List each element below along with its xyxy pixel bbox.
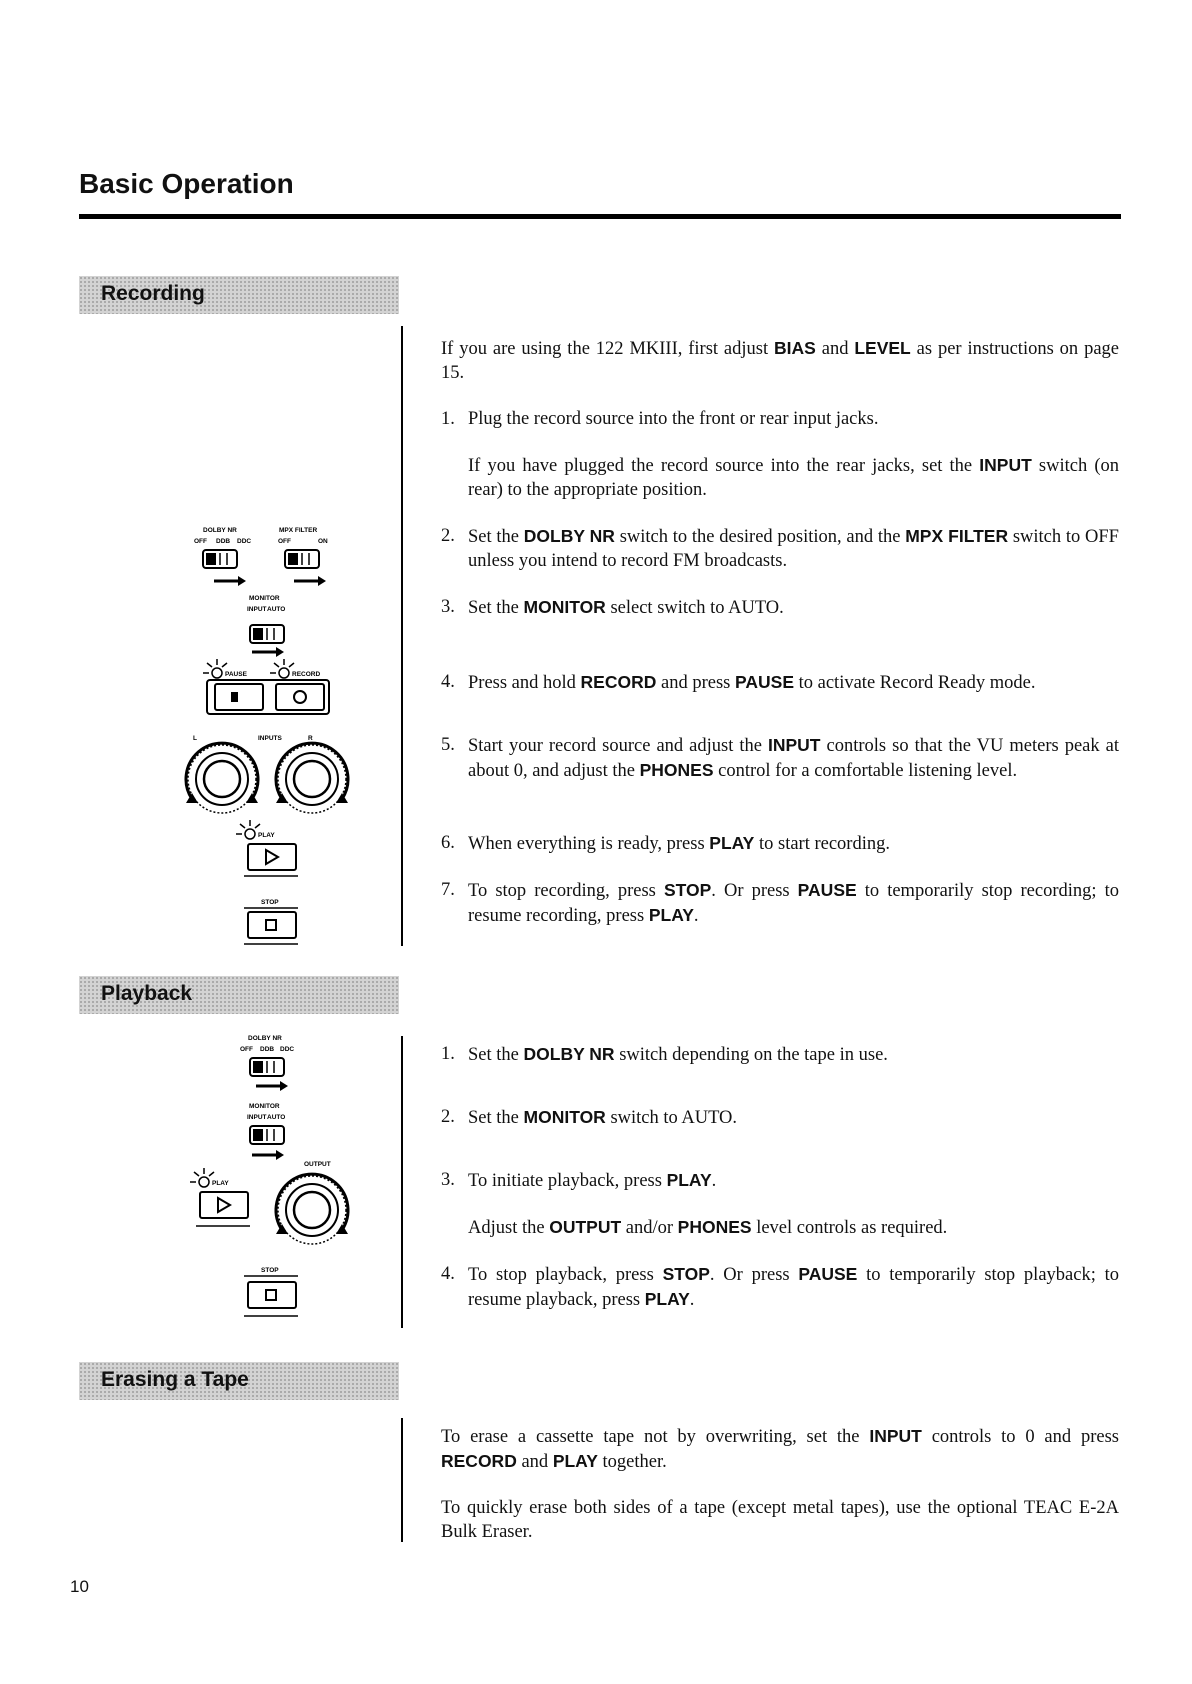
play-label: PLAY (258, 832, 275, 839)
playback-heading: Playback (79, 976, 399, 1014)
step-number: 3. (441, 597, 455, 617)
step-text: Set the DOLBY NR switch depending on the tape in use. (468, 1044, 888, 1065)
inputs-label: INPUTS (258, 735, 282, 742)
record-led-icon (270, 659, 294, 678)
page-title: Basic Operation (79, 168, 294, 199)
pb-stop-button-icon (248, 1282, 296, 1308)
pb-dolby-switch-icon (250, 1058, 284, 1076)
stop-button-icon (248, 912, 296, 938)
step-number: 3. (441, 1170, 455, 1190)
step-text: Set the MONITOR switch to AUTO. (468, 1107, 738, 1128)
mpx-on-label: ON (318, 538, 328, 545)
step-text: If you have plugged the record source into the rear jacks, set the INPUT switch (on rear) to the appropriate position. (468, 455, 1119, 500)
step-number: 6. (441, 833, 455, 853)
pb-play-led-icon (190, 1168, 214, 1187)
step-text: To initiate playback, press PLAY. (468, 1170, 717, 1191)
input-l-knob-icon (186, 743, 258, 813)
mpx-off-label: OFF (278, 538, 291, 545)
pause-led-icon (203, 659, 227, 678)
pb-monitor-switch-icon (250, 1126, 284, 1144)
pb-play-label: PLAY (212, 1180, 229, 1187)
step-text: Adjust the OUTPUT and/or PHONES level controls as required. (468, 1217, 948, 1238)
stop-label: STOP (261, 899, 279, 906)
output-knob-icon (276, 1174, 348, 1244)
monitor-auto-label: AUTO (267, 606, 286, 613)
pb-dolby-arrow-icon (256, 1081, 288, 1091)
dolby-off-label: OFF (194, 538, 207, 545)
record-button-icon (276, 684, 324, 710)
step-number: 4. (441, 672, 455, 692)
step-text: To stop playback, press STOP. Or press PAUSE to temporarily stop playback; to resume playback, press PLAY. (468, 1264, 1119, 1310)
pb-monitor-input-label: INPUT (247, 1114, 267, 1121)
pause-button-icon (215, 684, 263, 710)
erasing-heading: Erasing a Tape (79, 1362, 399, 1400)
input-l-label: L (193, 735, 197, 742)
step-text: Press and hold RECORD and press PAUSE to activate Record Ready mode. (468, 672, 1036, 693)
step-number: 1. (441, 1044, 455, 1064)
monitor-arrow-icon (252, 647, 284, 657)
dolby-nr-switch-icon (203, 550, 237, 568)
input-r-label: R (308, 735, 313, 742)
page-number: 10 (70, 1577, 89, 1596)
pb-dolby-ddb-label: DDB (260, 1046, 275, 1053)
step-text: Start your record source and adjust the INPUT controls so that the VU meters peak at about 0, and adjust the PHONES control for a comfortable listening level. (468, 735, 1119, 781)
step-number: 2. (441, 1107, 455, 1127)
mpx-arrow-icon (294, 576, 326, 586)
step-number: 2. (441, 526, 455, 546)
pb-monitor-arrow-icon (252, 1150, 284, 1160)
pb-dolby-nr-label: DOLBY NR (248, 1035, 282, 1042)
step-number: 1. (441, 409, 455, 429)
step-number: 5. (441, 735, 455, 755)
step-number: 4. (441, 1264, 455, 1284)
dolby-arrow-icon (214, 576, 246, 586)
dolby-ddc-label: DDC (237, 538, 252, 545)
pb-play-button-icon (200, 1192, 248, 1218)
play-led-icon (236, 820, 260, 839)
record-label: RECORD (292, 671, 321, 678)
mpx-filter-switch-icon (285, 550, 319, 568)
recording-intro: If you are using the 122 MKIII, first adjust BIAS and LEVEL as per instructions on page 15. (441, 338, 1119, 383)
pb-stop-label: STOP (261, 1267, 279, 1274)
recording-heading: Recording (79, 276, 399, 314)
erasing-para-1: To erase a cassette tape not by overwriting, set the INPUT controls to 0 and press RECORD and PLAY together. (441, 1426, 1119, 1472)
monitor-label: MONITOR (249, 595, 280, 602)
step-text: Set the DOLBY NR switch to the desired position, and the MPX FILTER switch to OFF unless you intend to record FM broadcasts. (468, 526, 1119, 571)
mpx-filter-label: MPX FILTER (279, 527, 318, 534)
step-text: Plug the record source into the front or rear input jacks. (468, 409, 879, 429)
step-number: 7. (441, 880, 455, 900)
dolby-ddb-label: DDB (216, 538, 231, 545)
pb-monitor-auto-label: AUTO (267, 1114, 286, 1121)
step-text: When everything is ready, press PLAY to start recording. (468, 833, 890, 854)
output-label: OUTPUT (304, 1161, 331, 1168)
pb-monitor-label: MONITOR (249, 1103, 280, 1110)
pause-label: PAUSE (225, 671, 247, 678)
play-button-icon (248, 844, 296, 870)
step-text: To stop recording, press STOP. Or press PAUSE to temporarily stop recording; to resume recording, press PLAY. (468, 880, 1119, 926)
pb-dolby-ddc-label: DDC (280, 1046, 295, 1053)
input-r-knob-icon (276, 743, 348, 813)
dolby-nr-label: DOLBY NR (203, 527, 237, 534)
erasing-para-2: To quickly erase both sides of a tape (except metal tapes), use the optional TEAC E-2A Bulk Eraser. (441, 1498, 1119, 1542)
monitor-input-label: INPUT (247, 606, 267, 613)
step-text: Set the MONITOR select switch to AUTO. (468, 597, 784, 618)
monitor-switch-icon (250, 625, 284, 643)
pb-dolby-off-label: OFF (240, 1046, 253, 1053)
